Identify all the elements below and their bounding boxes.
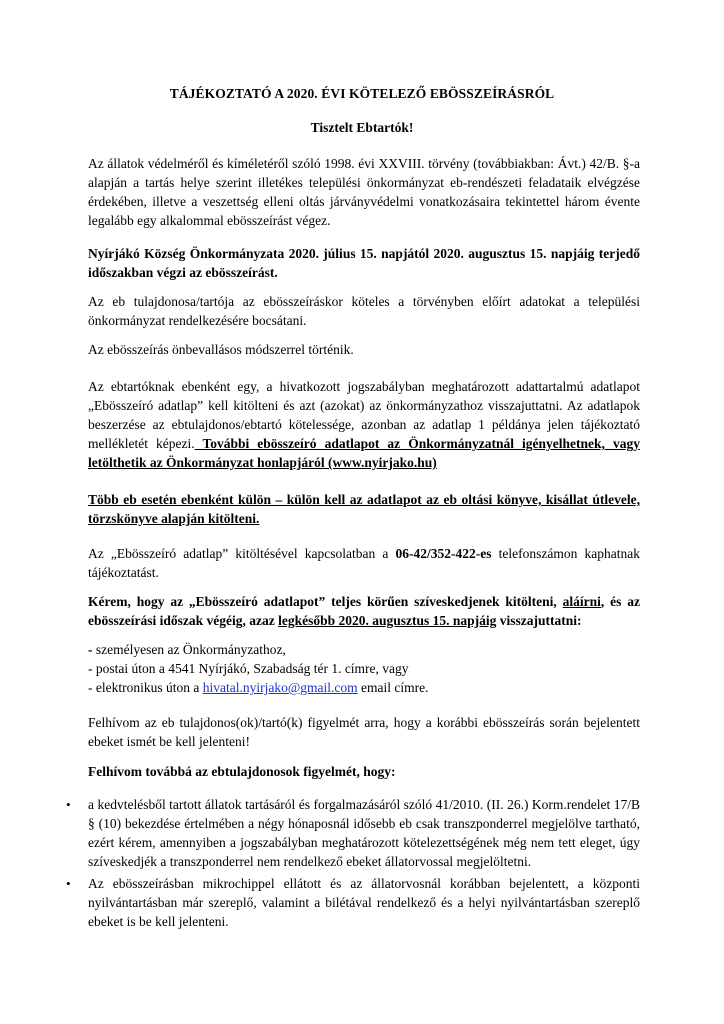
request-text-end: visszajuttatni: (496, 613, 582, 628)
list-item (66, 795, 640, 871)
bullet-icon: • (66, 876, 71, 891)
form-paragraph (88, 377, 640, 472)
form-download-note: További ebösszeíró adatlapot az Önkormányzatnál igényelhetnek, vagy letölthetik az Önkormányzat honlapjáról (www.nyirjako.hu) (88, 436, 640, 470)
contact-text: Az „Ebösszeíró adatlap” kitöltésével kapcsolatban a (88, 546, 396, 561)
multiple-dogs-paragraph: Több eb esetén ebenként külön – külön kell az adatlapot az eb oltási könyve, kisállat útlevele, törzskönyve alapján kitölteni. (88, 492, 640, 526)
document-title: TÁJÉKOZTATÓ A 2020. ÉVI KÖTELEZŐ EBÖSSZEÍRÁSRÓL (169, 86, 555, 101)
contact-paragraph (88, 544, 640, 582)
attention-heading: Felhívom továbbá az ebtulajdonosok figyelmét, hogy: (88, 764, 396, 779)
email-link[interactable]: hivatal.nyirjako@gmail.com (202, 680, 358, 695)
request-text: Kérem, hogy az „Ebösszeíró adatlapot” teljes körűen szíveskedjenek kitölteni, (88, 594, 563, 609)
bullet-list (66, 795, 640, 931)
method-paragraph: Az ebösszeírás önbevallásos módszerrel történik. (88, 342, 354, 357)
return-method-postal: - postai úton a 4541 Nyírjákó, Szabadság tér 1. címre, vagy (88, 661, 409, 676)
list-item-text: a kedvtelésből tartott állatok tartásáról és forgalmazásáról szóló 41/2010. (II. 26.) Korm.rendelet 17/B § (10) bekezdése értelmében a négy hónaposnál idősebb eb csak transzponderrel megjelölve tartható, ezért kérem, amennyiben a jogszabályban meghatározott kötelezettségének még nem tett eleget, úgy szíveskedjék a transzponderrel nem rendelkező ebeket állatorvossal megjelöltetni. (88, 797, 640, 869)
phone-number: 06-42/352-422-es (395, 546, 492, 561)
email-suffix: email címre. (357, 680, 429, 695)
bullet-icon: • (66, 797, 71, 812)
list-item-text: Az ebösszeírásban mikrochippel ellátott és az állatorvosnál korábban bejelentett, a központi nyilvántartásban már szereplő, valamint a bilétával rendelkező és a helyi nyilvántartásban szereplő ebeket is be kell jelenteni. (88, 876, 640, 929)
sign-emphasis: aláírni (562, 594, 601, 609)
email-prefix: - elektronikus úton a (88, 680, 203, 695)
obligation-paragraph: Az eb tulajdonosa/tartója az ebösszeíráskor köteles a törvényben előírt adatokat a települési önkormányzat rendelkezésére bocsátani. (88, 294, 640, 328)
return-methods (88, 640, 640, 697)
period-paragraph: Nyírjákó Község Önkormányzata 2020. július 15. napjától 2020. augusztus 15. napjáig terjedő időszakban végzi az ebösszeírást. (88, 246, 640, 280)
salutation: Tisztelt Ebtartók! (310, 120, 414, 135)
return-method-personal-text: személyesen az Önkormányzathoz, (95, 642, 286, 657)
contact-text-end: telefonszámon kaphatnak tájékoztatást. (88, 546, 640, 580)
request-paragraph (88, 592, 640, 630)
intro-paragraph: Az állatok védelméről és kíméletéről szóló 1998. évi XXVIII. törvény (továbbiakban: Ávt.) 42/B. §-a alapján a tartás helye szerint illetékes települési önkormányzat eb-rendészeti feladataik elvégzése érdekében, illetve a veszettség elleni oltás járványvédelmi vonatkozásaira tekintettel három évente legalább egy alkalommal ebösszeírást végez. (88, 156, 640, 228)
form-paragraph-text: Az ebtartóknak ebenként egy, a hivatkozott jogszabályban meghatározott adattartalmú adatlapot „Ebösszeíró adatlap” kell kitölteni és azt (azokat) az önkormányzathoz visszajuttatni. Az adatlapok beszerzése az ebtulajdonos/ebtartó kötelessége, azonban az adatlap 1 példánya jelen tájékoztató mellékletét képezi. (88, 379, 640, 451)
list-item (66, 874, 640, 931)
request-text-mid: , és az ebösszeírási időszak végéig, azaz (88, 594, 640, 628)
deadline-emphasis: legkésőbb 2020. augusztus 15. napjáig (278, 613, 497, 628)
return-method-personal (88, 640, 640, 659)
dash: - (88, 642, 96, 657)
return-method-email (88, 678, 640, 697)
reregister-paragraph: Felhívom az eb tulajdonos(ok)/tartó(k) figyelmét arra, hogy a korábbi ebösszeírás során bejelentett ebeket ismét be kell jelenteni! (88, 715, 640, 749)
